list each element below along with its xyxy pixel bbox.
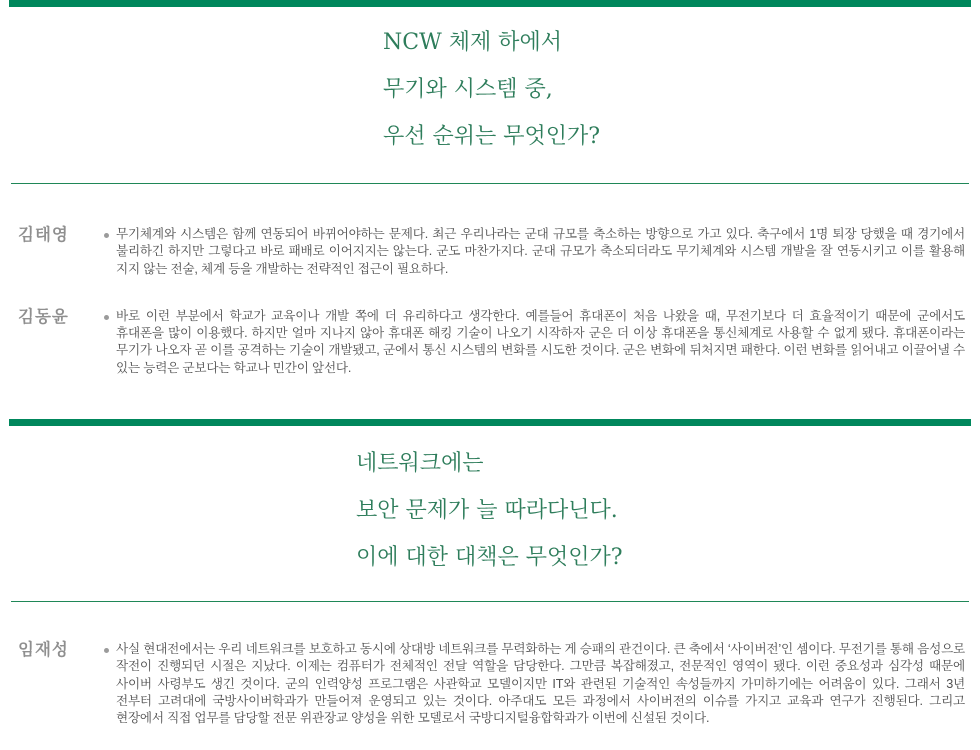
question-line: 네트워크에는: [356, 451, 484, 477]
interview-entry: [0, 641, 980, 727]
speaker-name: 임재성: [18, 641, 69, 660]
bullet-icon: [104, 648, 109, 653]
section-divider-bar-top: [9, 0, 971, 7]
answer-text: 바로 이런 부분에서 학교가 교육이나 개발 쪽에 더 유리하다고 생각한다. 예를들어 휴대폰이 처음 나왔을 때, 무전기보다 더 효율적이기 때문에 군에서도 휴대폰을 많이 이용했다. 하지만 얼마 지나지 않아 휴대폰 해킹 기술이 나오기 시작하자 군은 더 이상 휴대폰을 통신체계로 사용할 수 없게 됐다. 휴대폰이라는 무기가 나오자 곧 이를 공격하는 기술이 개발됐고, 군에서 통신 시스템의 변화를 시도한 것이다. 군은 변화에 뒤처지면 패한다. 이런 변화를 읽어내고 이끌어낼 수 있는 능력은 군보다는 학교나 민간이 앞선다.: [116, 308, 965, 375]
question-line: 이에 대한 대책은 무엇인가?: [356, 545, 623, 571]
question-heading-1: [383, 31, 980, 148]
speaker-name: 김태영: [18, 226, 69, 244]
answers-section-2: [0, 641, 980, 727]
bullet-cell: [96, 641, 116, 653]
answers-section-1: [0, 226, 980, 377]
thin-rule-1: [11, 183, 969, 184]
speaker-name: 김동윤: [18, 307, 69, 326]
bullet-cell: [96, 308, 116, 320]
answer-text: 사실 현대전에서는 우리 네트워크를 보호하고 동시에 상대방 네트워크를 무력화하는 게 승패의 관건이다. 큰 축에서 ‘사이버전’인 셈이다. 무전기를 통해 음성으로 작전이 진행되던 시절은 지났다. 이제는 컴퓨터가 전체적인 전달 역할을 담당한다. 그만큼 복잡해졌고, 전문적인 영역이 됐다. 이런 중요성과 심각성 때문에 사이버 사령부도 생긴 것이다. 군의 인력양성 프로그램은 사관학교 모델이지만 IT와 관련된 기술적인 속성들까지 가미하기에는 어려움이 있다. 그래서 3년 전부터 고려대에 국방사이버학과가 만들어져 운영되고 있는 것이다. 아주대도 모든 과정에서 사이버전의 이슈를 가지고 교육과 연구가 진행된다. 그리고 현장에서 직접 업무를 담당할 전문 위관장교 양성을 위한 모델로서 국방디지털융합학과가 이번에 신설된 것이다.: [116, 642, 965, 726]
section-divider-bar-middle: [9, 419, 971, 426]
answer-text: 무기체계와 시스템은 함께 연동되어 바뀌어야하는 문제다. 최근 우리나라는 군대 규모를 축소하는 방향으로 가고 있다. 축구에서 1명 퇴장 당했을 때 경기에서 불리하긴 하지만 그렇다고 바로 패배로 이어지지는 않는다. 군도 마찬가지다. 군대 규모가 축소되더라도 무기체계와 시스템 개발을 잘 연동시키고 이를 활용해 지지 않는 전술, 체계 등을 개발하는 전략적인 접근이 필요하다.: [116, 227, 965, 276]
bullet-icon: [104, 233, 109, 238]
question-line: 무기와 시스템 중,: [383, 77, 553, 102]
question-heading-2: [356, 452, 980, 569]
question-line: 보안 문제가 늘 따라다닌다.: [356, 498, 618, 524]
question-line: NCW 체제 하에서: [383, 30, 562, 55]
thin-rule-2: [11, 601, 969, 602]
question-line: 우선 순위는 무엇인가?: [383, 124, 601, 149]
interview-entry: [0, 308, 980, 377]
interview-entry: [0, 226, 980, 278]
bullet-cell: [96, 226, 116, 238]
bullet-icon: [104, 315, 109, 320]
